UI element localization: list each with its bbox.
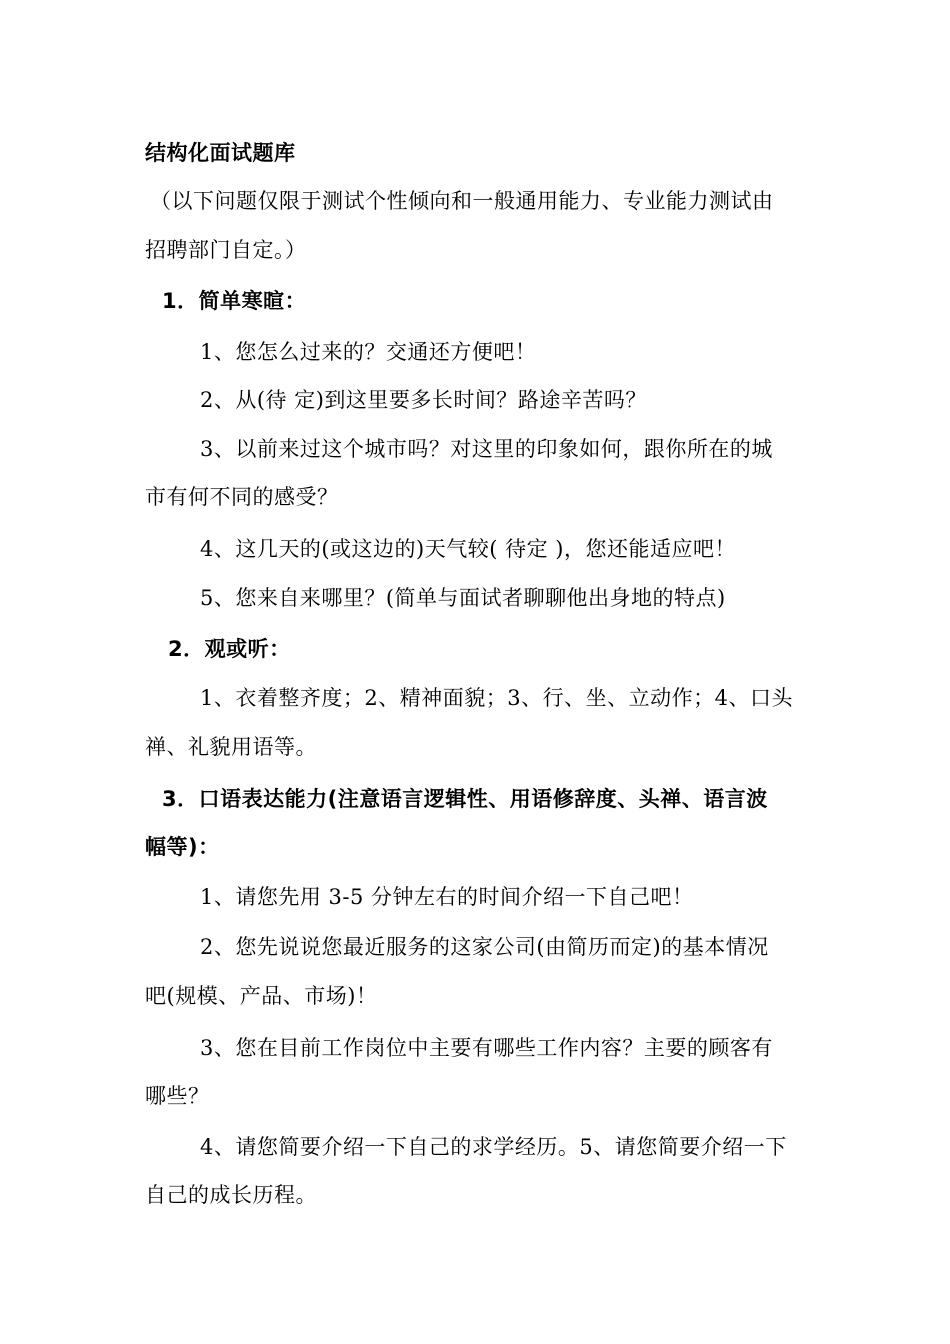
section-2-heading: 2．观或听： [168,637,291,661]
section-3-item-continued: 自己的成长历程。 [145,1183,317,1207]
section-1-item: 4、这几天的(或这边的)天气较( 待定 )，您还能适应吧！ [200,537,736,561]
section-1-item: 5、您来自来哪里？(简单与面试者聊聊他出身地的特点) [200,586,726,610]
intro-line-2: 招聘部门自定。） [145,238,307,262]
document-title: 结构化面试题库 [145,141,296,165]
section-3-heading-continued: 幅等)： [145,835,220,859]
section-3-item: 1、请您先用 3-5 分钟左右的时间介绍一下自己吧！ [200,885,694,909]
section-2-item-continued: 禅、礼貌用语等。 [145,735,317,759]
section-3-item-continued: 吧(规模、产品、市场)！ [145,984,378,1008]
section-1-item-continued: 市有何不同的感受？ [145,485,339,509]
section-3-heading: 3．口语表达能力(注意语言逻辑性、用语修辞度、头禅、语言波 [162,787,768,811]
section-1-item: 3、以前来过这个城市吗？对这里的印象如何，跟你所在的城 [200,437,773,461]
intro-line-1: （以下问题仅限于测试个性倾向和一般通用能力、专业能力测试由 [150,189,774,213]
section-3-item: 4、请您简要介绍一下自己的求学经历。5、请您简要介绍一下 [200,1135,787,1159]
section-1-heading: 1．简单寒暄： [162,289,307,313]
section-2-item: 1、衣着整齐度；2、精神面貌；3、行、坐、立动作；4、口头 [200,686,793,710]
section-1-item: 1、您怎么过来的？交通还方便吧！ [200,340,537,364]
section-3-item-continued: 哪些？ [145,1084,210,1108]
section-3-item: 2、您先说说您最近服务的这家公司(由简历而定)的基本情况 [200,935,769,959]
section-1-item: 2、从(待 定)到这里要多长时间？路途辛苦吗？ [200,388,647,412]
section-3-item: 3、您在目前工作岗位中主要有哪些工作内容？主要的顾客有 [200,1036,773,1060]
